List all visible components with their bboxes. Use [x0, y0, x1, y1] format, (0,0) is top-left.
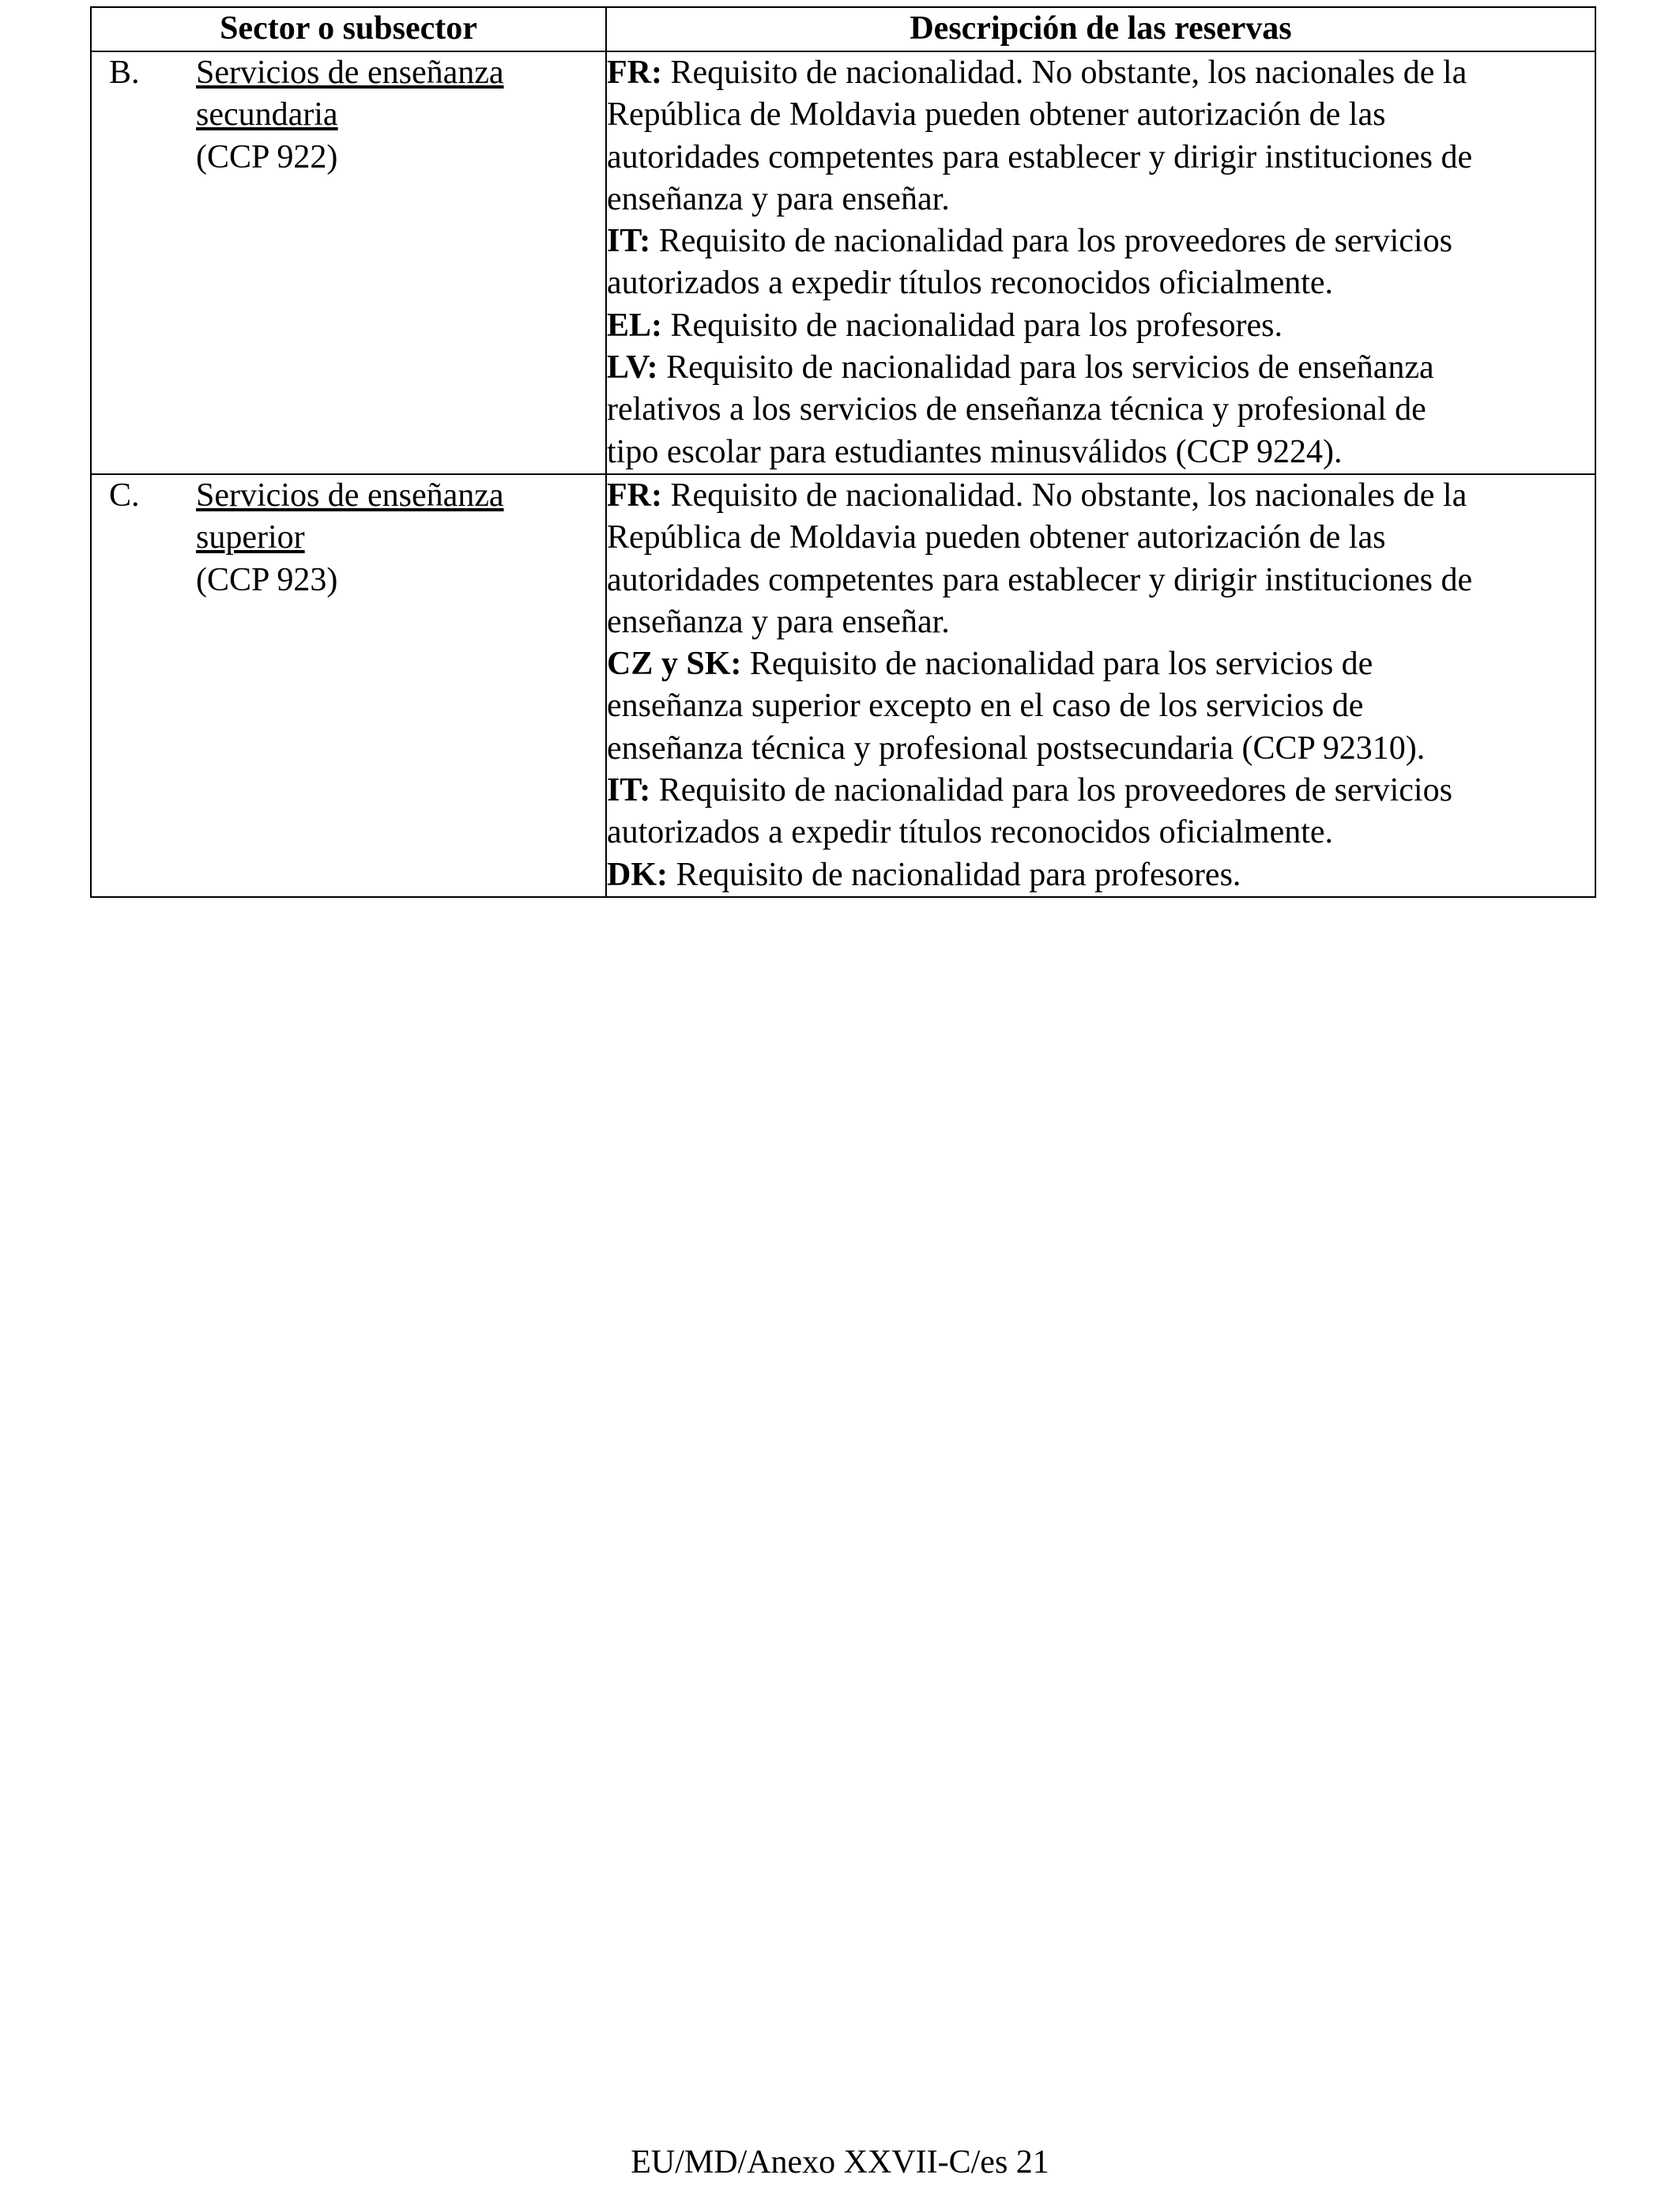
- description-cell: [606, 474, 1595, 897]
- reservation-cz-sk-line-1: CZ y SK: Requisito de nacionalidad para los servicios de: [607, 646, 1373, 683]
- header-sector: Sector o subsector: [91, 7, 606, 51]
- sector-name-line-2: secundaria: [196, 96, 338, 134]
- country-code-fr: FR:: [607, 477, 662, 514]
- country-code-it: IT:: [607, 223, 651, 260]
- table-row: [91, 474, 1595, 897]
- reservation-fr-line-1: FR: Requisito de nacionalidad. No obstante, los nacionales de la: [607, 477, 1467, 514]
- sector-cell: [91, 474, 606, 897]
- country-code-it: IT:: [607, 772, 651, 809]
- reservation-dk-line-1: DK: Requisito de nacionalidad para profesores.: [607, 856, 1241, 893]
- sector-name-line-2: superior: [196, 519, 305, 556]
- table-header-row: [91, 7, 1595, 51]
- reservation-it-line-2: autorizados a expedir títulos reconocidos oficialmente.: [607, 814, 1334, 851]
- reservation-it-line-2: autorizados a expedir títulos reconocidos oficialmente.: [607, 265, 1334, 302]
- reservation-fr-line-4: enseñanza y para enseñar.: [607, 180, 950, 217]
- sector-name-line-1: Servicios de enseñanza: [196, 477, 504, 514]
- reservation-cz-sk-line-2: enseñanza superior excepto en el caso de los servicios de: [607, 688, 1364, 725]
- sector-cell: [91, 51, 606, 474]
- sector-code: (CCP 923): [196, 561, 338, 598]
- country-code-lv: LV:: [607, 349, 658, 386]
- country-code-fr: FR:: [607, 55, 662, 91]
- country-code-cz-sk: CZ y SK:: [607, 646, 742, 683]
- header-description: Descripción de las reservas: [606, 7, 1595, 51]
- sector-letter: B.: [109, 55, 140, 91]
- reservation-fr-line-2: República de Moldavia pueden obtener autorización de las: [607, 96, 1386, 134]
- reservation-fr-line-3: autoridades competentes para establecer y dirigir instituciones de: [607, 561, 1473, 598]
- reservation-fr-line-4: enseñanza y para enseñar.: [607, 603, 950, 640]
- sector-name-line-1: Servicios de enseñanza: [196, 55, 504, 91]
- reservation-lv-line-3: tipo escolar para estudiantes minusválidos (CCP 9224).: [607, 433, 1343, 470]
- sector-code: (CCP 922): [196, 138, 338, 175]
- page-footer: EU/MD/Anexo XXVII-C/es 21: [631, 2144, 1049, 2181]
- reservation-it-line-1: IT: Requisito de nacionalidad para los proveedores de servicios: [607, 223, 1452, 260]
- sector-letter: C.: [109, 477, 140, 514]
- reservation-it-line-1: IT: Requisito de nacionalidad para los proveedores de servicios: [607, 772, 1452, 809]
- table-row: [91, 51, 1595, 474]
- reservation-fr-line-2: República de Moldavia pueden obtener autorización de las: [607, 519, 1386, 556]
- reservation-fr-line-3: autoridades competentes para establecer y dirigir instituciones de: [607, 138, 1473, 175]
- reservations-table: [90, 6, 1596, 898]
- reservation-lv-line-2: relativos a los servicios de enseñanza técnica y profesional de: [607, 391, 1426, 428]
- country-code-dk: DK:: [607, 856, 668, 893]
- reservation-cz-sk-line-3: enseñanza técnica y profesional postsecundaria (CCP 92310).: [607, 729, 1426, 767]
- country-code-el: EL:: [607, 307, 663, 344]
- description-cell: [606, 51, 1595, 474]
- reservation-lv-line-1: LV: Requisito de nacionalidad para los servicios de enseñanza: [607, 349, 1434, 386]
- reservation-fr-line-1: FR: Requisito de nacionalidad. No obstante, los nacionales de la: [607, 55, 1467, 91]
- reservation-el-line-1: EL: Requisito de nacionalidad para los profesores.: [607, 307, 1283, 344]
